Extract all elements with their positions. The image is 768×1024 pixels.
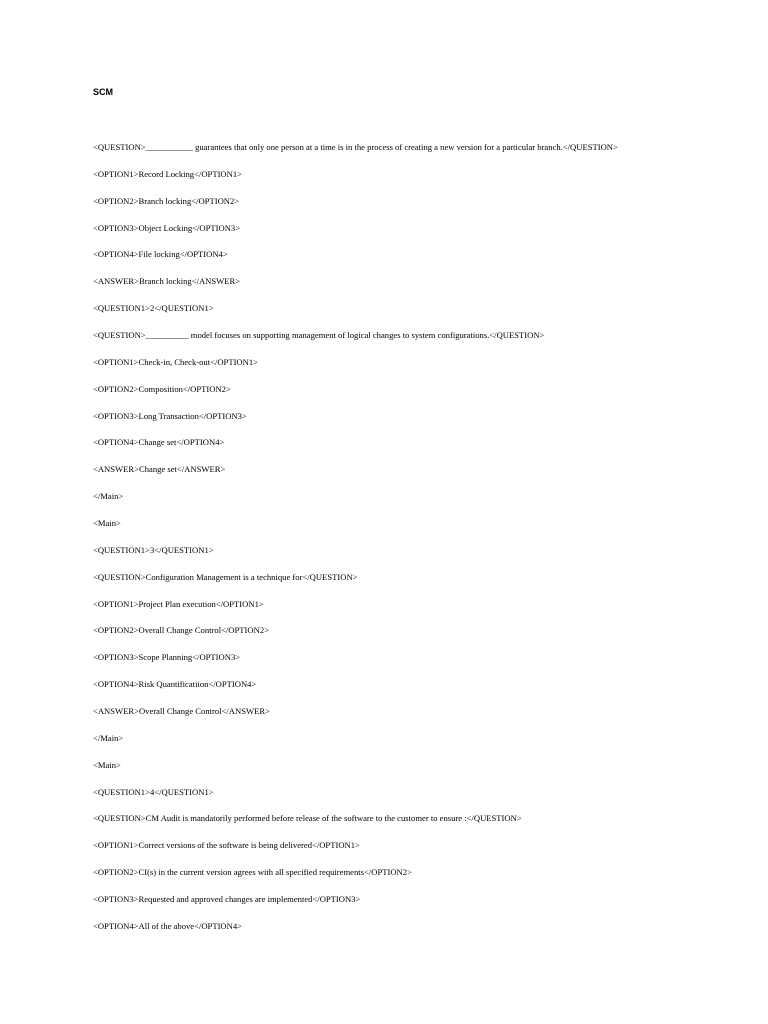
- document-line: <Main>: [93, 518, 121, 529]
- document-line: <QUESTION1>2</QUESTION1>: [93, 303, 214, 314]
- document-line: <OPTION3>Requested and approved changes are implemented</OPTION3>: [93, 894, 361, 905]
- document-line: <OPTION1>Check-in, Check-out</OPTION1>: [93, 356, 258, 367]
- document-line: <OPTION3>Object Locking</OPTION3>: [93, 222, 241, 233]
- document-title: SCM: [93, 87, 113, 97]
- document-line: <ANSWER>Overall Change Control</ANSWER>: [93, 706, 270, 717]
- document-line: <QUESTION>___________ guarantees that only one person at a time is in the process of creating a new version for a particular branch.</QUESTION>: [93, 142, 618, 152]
- document-line: <Main>: [93, 759, 121, 770]
- document-line: <QUESTION>__________ model focuses on supporting management of logical changes to system configurations.</QUESTION>: [93, 330, 545, 341]
- document-line: <ANSWER>Branch locking</ANSWER>: [93, 276, 241, 287]
- document-line: <OPTION4>File locking</OPTION4>: [93, 249, 228, 260]
- document-line: <OPTION3>Long Transaction</OPTION3>: [93, 410, 247, 421]
- document-line: <OPTION2>Overall Change Control</OPTION2>: [93, 625, 269, 636]
- document-line: <QUESTION>CM Audit is mandatorily performed before release of the software to the customer to ensure :</QUESTION>: [93, 813, 522, 824]
- document-line: <OPTION4>Risk Quantificatiion</OPTION4>: [93, 679, 257, 690]
- document-line: </Main>: [93, 732, 124, 743]
- document-line: <ANSWER>Change set</ANSWER>: [93, 464, 226, 475]
- document-line: <OPTION2>CI(s) in the current version agrees with all specified requirements</OPTION2>: [93, 867, 412, 878]
- document-line: <OPTION3>Scope Planning</OPTION3>: [93, 652, 241, 663]
- document-line: <OPTION1>Project Plan execution</OPTION1>: [93, 598, 264, 609]
- document-line: <QUESTION1>3</QUESTION1>: [93, 544, 214, 555]
- document-line: <OPTION4>All of the above</OPTION4>: [93, 920, 242, 931]
- document-line: </Main>: [93, 491, 124, 502]
- document-line: <QUESTION1>4</QUESTION1>: [93, 786, 214, 797]
- document-line: <OPTION2>Composition</OPTION2>: [93, 383, 231, 394]
- document-line: <OPTION1>Record Locking</OPTION1>: [93, 168, 242, 179]
- document-line: <OPTION1>Correct versions of the software is being delivered</OPTION1>: [93, 840, 360, 851]
- document-line: <QUESTION>Configuration Management is a technique for</QUESTION>: [93, 571, 358, 582]
- document-line: <OPTION4>Change set</OPTION4>: [93, 437, 225, 448]
- document-lines: [93, 140, 733, 946]
- document-line: <OPTION2>Branch locking</OPTION2>: [93, 195, 240, 206]
